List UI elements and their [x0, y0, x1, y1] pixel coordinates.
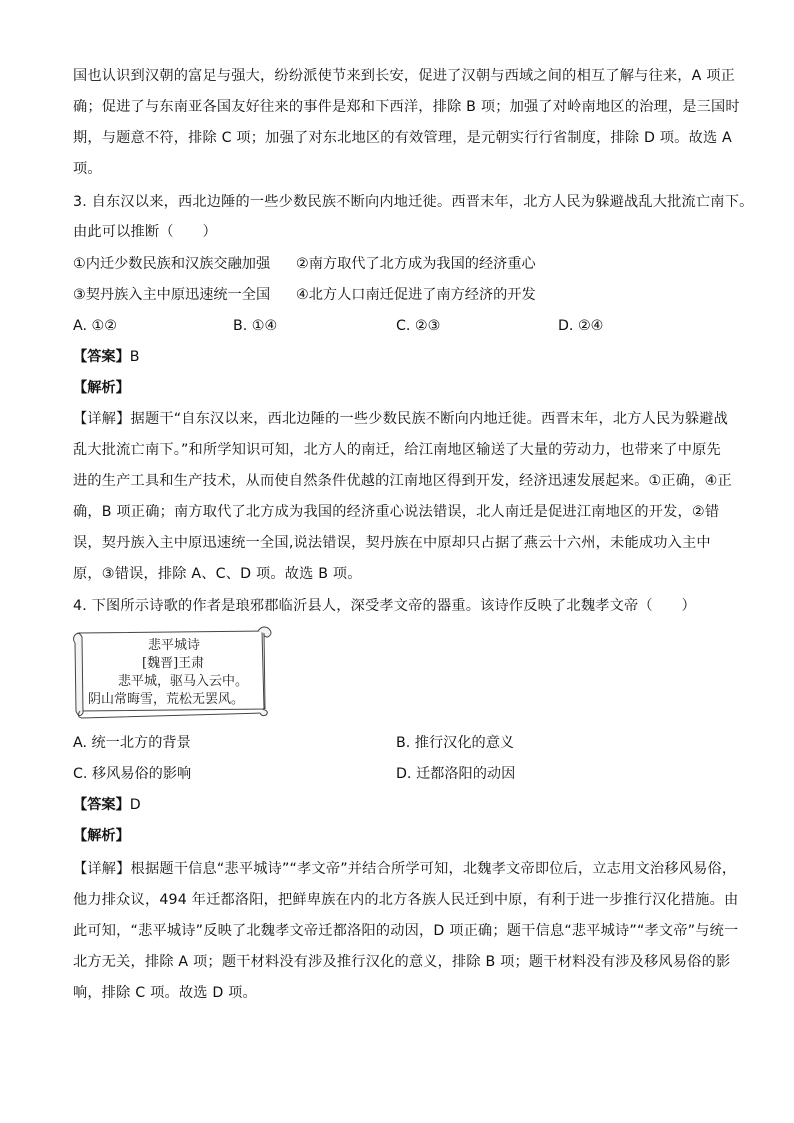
q3-option-c: C. ②③	[396, 318, 441, 334]
poem-scroll-image	[72, 625, 276, 721]
q3-answer	[73, 347, 140, 367]
q4-detail-line: 此可知，“悲平城诗”反映了北魏孝文帝迁都洛阳的动因，D 项正确；题干信息“悲平城诗”“孝文帝”与统一	[73, 923, 739, 939]
q3-statement-2: ②南方取代了北方成为我国的经济重心	[296, 256, 536, 272]
poem-line-1: 悲平城，驱马入云中。	[118, 674, 249, 689]
q3-option-b: B. ①④	[233, 318, 278, 334]
q3-statement-1: ①内迁少数民族和汉族交融加强	[73, 256, 271, 272]
q4-option-a: A. 统一北方的背景	[73, 735, 191, 751]
q4-detail-line: 他力排众议，494 年迁都洛阳，把鲜卑族在内的北方各族人民迁到中原，有利于进一步推行汉化措施。由	[73, 892, 739, 908]
q3-option-d: D. ②④	[558, 318, 604, 334]
q3-detail-line: 原，③错误，排除 A、C、D 项。故选 B 项。	[73, 566, 362, 582]
q4-detail-line: 响，排除 C 项。故选 D 项。	[73, 985, 257, 1001]
q3-detail-line: 误，契丹族入主中原迅速统一全国,说法错误，契丹族在中原却只占据了燕云十六州，未能成功入主中	[73, 535, 711, 551]
q4-option-b: B. 推行汉化的意义	[396, 735, 515, 751]
q4-option-c: C. 移风易俗的影响	[73, 766, 192, 782]
answer-label: 【答案】	[73, 797, 130, 813]
poem-title: 悲平城诗	[148, 638, 201, 653]
q4-detail-line: 北方无关，排除 A 项；题干材料没有涉及推行汉化的意义，排除 B 项；题干材料没有涉及移风易俗的影	[73, 954, 731, 970]
q4-analysis-label: 【解析】	[73, 828, 130, 844]
answer-value: B	[129, 349, 140, 365]
answer-label: 【答案】	[73, 349, 130, 365]
q3-stem-line: 由此可以推断（ ）	[73, 224, 217, 240]
q3-detail-line: 进的生产工具和生产技术，从而使自然条件优越的江南地区得到开发，经济迅速发展起来。①正确，④正	[73, 473, 732, 489]
q3-analysis-label: 【解析】	[73, 380, 130, 396]
prev-analysis-line: 确；促进了与东南亚各国友好往来的事件是郑和下西洋，排除 B 项；加强了对岭南地区的治理，是三国时	[73, 99, 740, 115]
q3-detail-line: 乱大批流亡南下。”和所学知识可知，北方人的南迁，给江南地区输送了大量的劳动力，也带来了中原先	[73, 442, 721, 458]
prev-analysis-line: 国也认识到汉朝的富足与强大，纷纷派使节来到长安，促进了汉朝与西域之间的相互了解与往来，A 项正	[73, 68, 736, 84]
q3-option-a: A. ①②	[73, 318, 117, 334]
q3-stem-line: 3. 自东汉以来，西北边陲的一些少数民族不断向内地迁徙。西晋末年，北方人民为躲避战乱大批流亡南下。	[73, 194, 754, 210]
q3-statement-3: ③契丹族入主中原迅速统一全国	[73, 287, 271, 303]
poem-line-2: 阴山常晦雪，荒松无罢风。	[88, 692, 245, 707]
prev-analysis-line: 项。	[73, 161, 102, 177]
q4-option-d: D. 迁都洛阳的动因	[396, 766, 516, 782]
answer-value: D	[129, 797, 141, 813]
q3-statement-4: ④北方人口南迁促进了南方经济的开发	[296, 287, 536, 303]
q4-answer	[73, 795, 141, 815]
q3-detail-line: 【详解】据题干“自东汉以来，西北边陲的一些少数民族不断向内地迁徙。西晋末年，北方人民为躲避战	[73, 411, 728, 427]
q3-detail-line: 确，B 项正确；南方取代了北方成为我国的经济重心说法错误，北人南迁是促进江南地区的开发，②错	[73, 504, 720, 520]
q4-stem: 4. 下图所示诗歌的作者是琅邪郡临沂县人，深受孝文帝的器重。该诗作反映了北魏孝文帝（ ）	[73, 598, 696, 614]
q4-detail-line: 【详解】根据题干信息“悲平城诗”“孝文帝”并结合所学可知，北魏孝文帝即位后，立志用文治移风易俗，	[73, 861, 737, 877]
poem-author: [魏晋]王肃	[142, 656, 205, 671]
prev-analysis-line: 期，与题意不符，排除 C 项；加强了对东北地区的有效管理，是元朝实行行省制度，排除 D 项。故选 A	[73, 130, 732, 146]
